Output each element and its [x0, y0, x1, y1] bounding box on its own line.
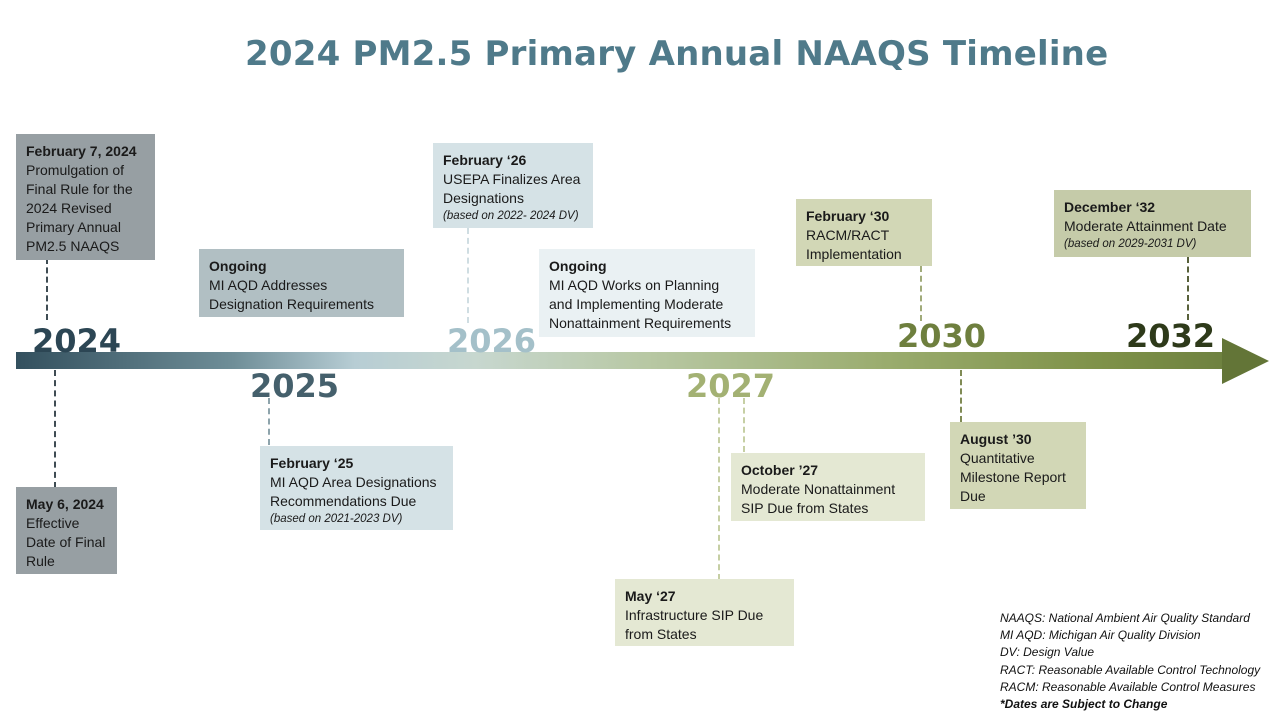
event-note: (based on 2022- 2024 DV)	[443, 210, 579, 222]
year-2027-label: 2027	[686, 367, 776, 405]
legend-disclaimer: *Dates are Subject to Change	[1000, 697, 1168, 712]
timeline-arrow-shaft	[16, 352, 1226, 369]
event-aug-30	[950, 422, 1086, 509]
connector-feb25	[268, 398, 270, 445]
abbreviation-legend	[1000, 610, 1260, 713]
event-description: Moderate Attainment Date	[1064, 218, 1227, 234]
event-date: February ‘25	[270, 455, 354, 471]
event-feb-25	[260, 446, 453, 530]
connector-aug30	[960, 370, 962, 422]
connector-feb2024	[46, 258, 48, 320]
event-description: USEPA Finalizes Area Designations	[443, 171, 581, 206]
event-description: Infrastructure SIP Due from States	[625, 607, 764, 642]
event-description: MI AQD Addresses Designation Requirements	[209, 277, 374, 312]
event-description: Promulgation of Final Rule for the 2024 Revised Primary Annual PM2.5 NAAQS	[26, 162, 133, 254]
connector-may27	[718, 398, 720, 580]
event-date: May ‘27	[625, 588, 676, 604]
year-2030-label: 2030	[897, 317, 987, 355]
event-description: MI AQD Works on Planning and Implementing Moderate Nonattainment Requirements	[549, 277, 732, 331]
event-description: Effective Date of Final Rule	[26, 515, 106, 569]
event-ongoing-planning	[539, 249, 755, 337]
event-description: MI AQD Area Designations Recommendations Due	[270, 474, 437, 509]
event-description: RACM/RACT Implementation	[806, 227, 902, 262]
connector-oct27	[743, 398, 745, 452]
event-feb-30	[796, 199, 932, 266]
event-date: February ‘26	[443, 152, 527, 168]
legend-entry: RACT: Reasonable Available Control Technology	[1000, 662, 1261, 677]
event-date: February 7, 2024	[26, 143, 137, 159]
connector-may2024	[54, 370, 56, 488]
year-2032-label: 2032	[1126, 317, 1216, 355]
event-date: Ongoing	[209, 258, 267, 274]
year-2024-label: 2024	[32, 322, 122, 360]
legend-entry: RACM: Reasonable Available Control Measures	[1000, 679, 1256, 694]
year-2026-label: 2026	[447, 322, 537, 360]
event-note: (based on 2021-2023 DV)	[270, 513, 403, 525]
event-oct-27	[731, 453, 925, 521]
legend-entry: MI AQD: Michigan Air Quality Division	[1000, 628, 1201, 643]
connector-feb30	[920, 266, 922, 321]
timeline-arrow-head	[1222, 338, 1269, 384]
legend-entry: NAAQS: National Ambient Air Quality Standard	[1000, 611, 1250, 625]
page-title: 2024 PM2.5 Primary Annual NAAQS Timeline	[245, 34, 1109, 74]
event-description: Moderate Nonattainment SIP Due from States	[741, 481, 896, 516]
connector-dec32	[1187, 257, 1189, 320]
event-date: Ongoing	[549, 258, 607, 274]
event-date: December ‘32	[1064, 199, 1156, 215]
event-description: Quantitative Milestone Report Due	[960, 450, 1066, 504]
event-date: August ’30	[960, 431, 1032, 447]
connector-feb26	[467, 228, 469, 323]
event-may-27	[615, 579, 794, 646]
event-may-2024	[16, 487, 117, 574]
event-date: February ‘30	[806, 208, 890, 224]
legend-entry: DV: Design Value	[1000, 645, 1095, 660]
event-ongoing-designation	[199, 249, 404, 317]
event-dec-32	[1054, 190, 1251, 257]
event-date: October ’27	[741, 462, 819, 478]
event-feb-2024	[16, 134, 155, 260]
event-feb-26	[433, 143, 593, 228]
year-2025-label: 2025	[250, 367, 340, 405]
event-date: May 6, 2024	[26, 496, 104, 512]
event-note: (based on 2029-2031 DV)	[1064, 238, 1197, 250]
